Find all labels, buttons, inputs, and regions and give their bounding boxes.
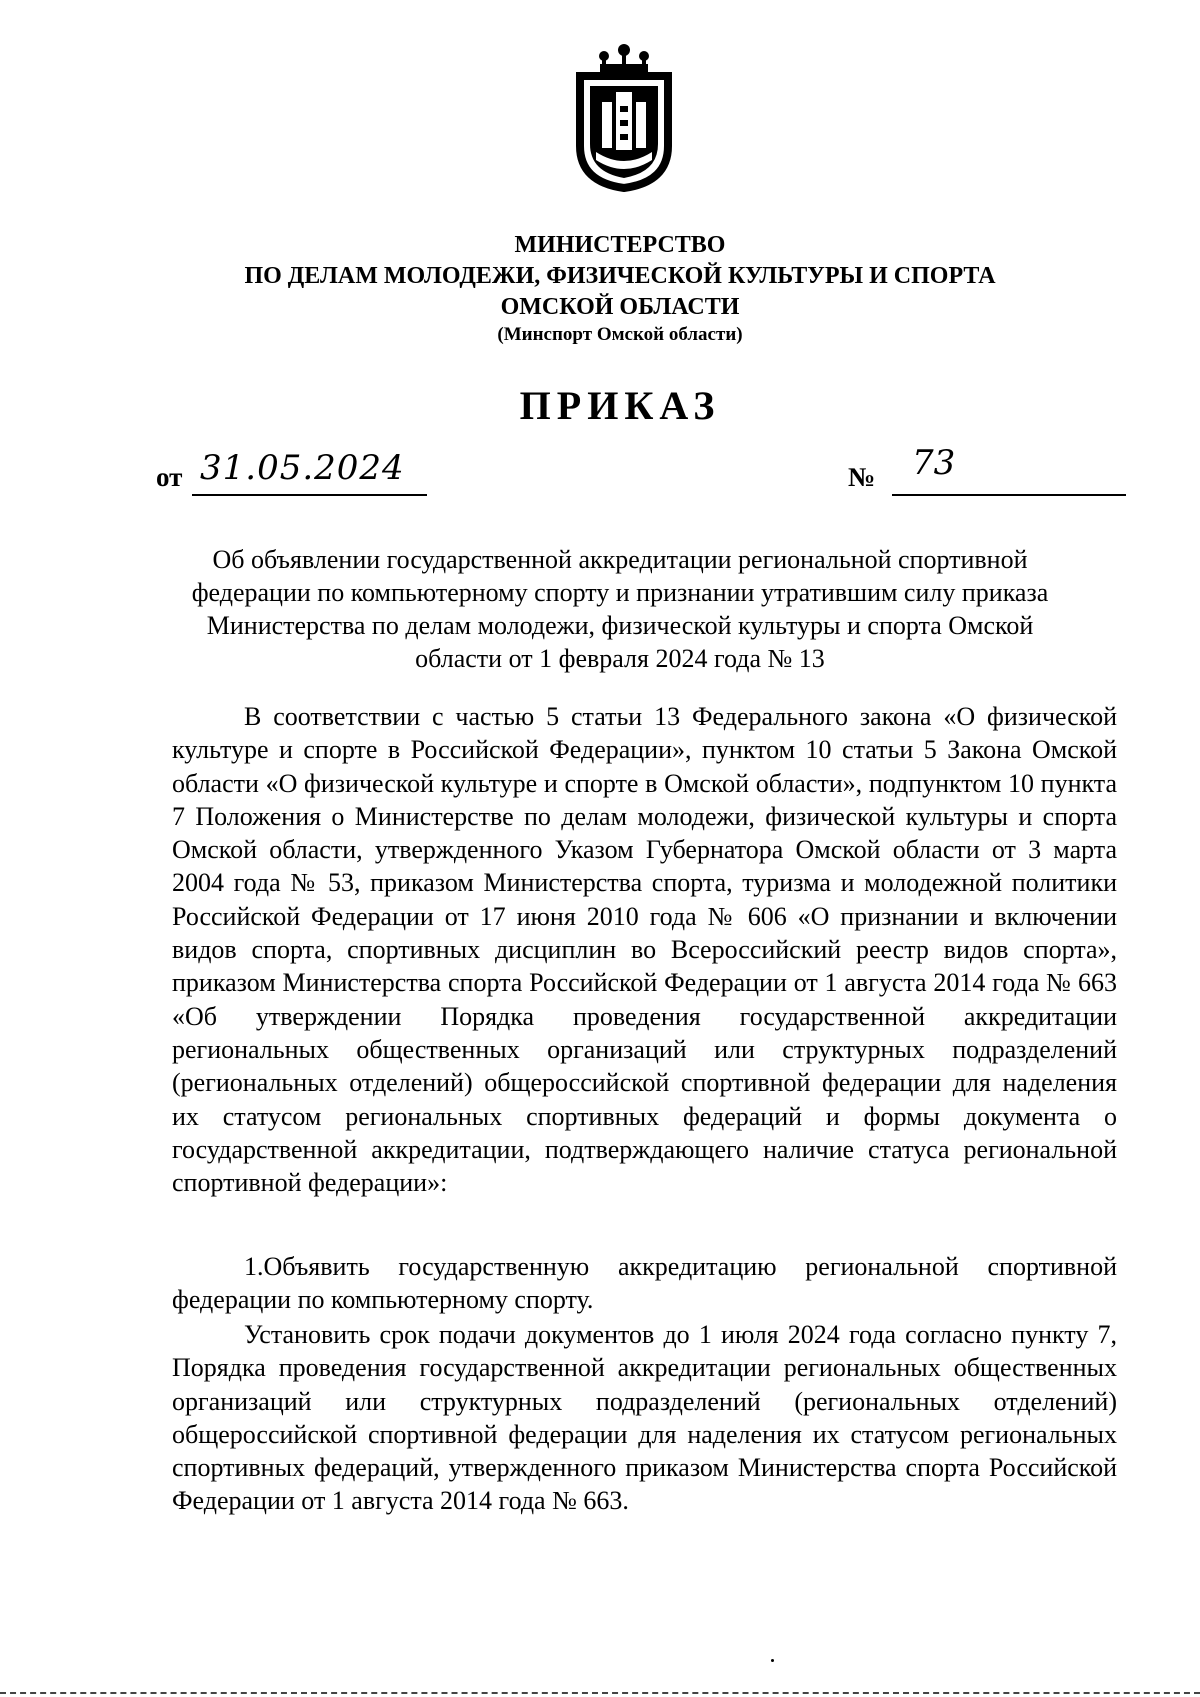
item-1-deadline-paragraph [172, 1318, 1117, 1518]
page-bottom-border [0, 1692, 1200, 1694]
number-underline [892, 494, 1126, 496]
document-type-title: ПРИКАЗ [519, 383, 721, 428]
org-name-line2: ПО ДЕЛАМ МОЛОДЕЖИ, ФИЗИЧЕСКОЙ КУЛЬТУРЫ И СПОРТА [244, 263, 996, 289]
coat-of-arms-icon [566, 42, 682, 192]
date-value: 31.05.2024 [200, 448, 405, 488]
page-mark [771, 1659, 774, 1662]
item-1-text: 1.Объявить государственную аккредитацию региональной спортивной федерации по компьютерному спорту. [172, 1252, 1117, 1315]
document-subject: Об объявлении государственной аккредитации региональной спортивной федерации по компьютерному спорту и признании утратившим силу приказа Министерства по делам молодежи, физической культуры и спорта Омской области от 1 февраля 2024 года № 13 [191, 545, 1049, 673]
org-short-name: (Минспорт Омской области) [497, 324, 743, 345]
item-1-deadline-text: Установить срок подачи документов до 1 июля 2024 года согласно пункту 7, Порядка проведения государственной аккредитации региональных общественных организаций или структурных подразделений (региональных отделений) общероссийской спортивной федерации для наделения их статусом региональных спортивных федераций, утвержденного приказом Министерства спорта Российской Федерации от 1 августа 2014 года № 663. [172, 1320, 1117, 1516]
org-name-line3: ОМСКОЙ ОБЛАСТИ [500, 294, 740, 320]
preamble-text: В соответствии с частью 5 статьи 13 Федерального закона «О физической культуре и спорте в Российской Федерации», пунктом 10 статьи 5 Закона Омской области «О физической культуре и спорте в Омской области», подпунктом 10 пункта 7 Положения о Министерстве по делам молодежи, физической культуры и спорта Омской области, утвержденного Указом Губернатора Омской области от 3 марта 2004 года № 53, приказом Министерства спорта, туризма и молодежной политики Российской Федерации от 17 июня 2010 года № 606 «О признании и включении видов спорта, спортивных дисциплин во Всероссийский реестр видов спорта», приказом Министерства спорта Российской Федерации от 1 августа 2014 года № 663 «Об утверждении Порядка проведения государственной аккредитации региональных общественных организаций или структурных подразделений (региональных отделений) общероссийской спортивной федерации для наделения их статусом региональных спортивных федераций и формы документа о государственной аккредитации, подтверждающего наличие статуса региональной спортивной федерации»: [172, 702, 1117, 1198]
number-value: 73 [912, 443, 956, 483]
org-name-line1: МИНИСТЕРСТВО [514, 232, 726, 258]
number-label: № [848, 462, 876, 492]
date-underline [192, 494, 427, 496]
preamble-paragraph [172, 700, 1117, 1199]
date-label: от [156, 462, 183, 492]
item-1-paragraph [172, 1250, 1117, 1317]
